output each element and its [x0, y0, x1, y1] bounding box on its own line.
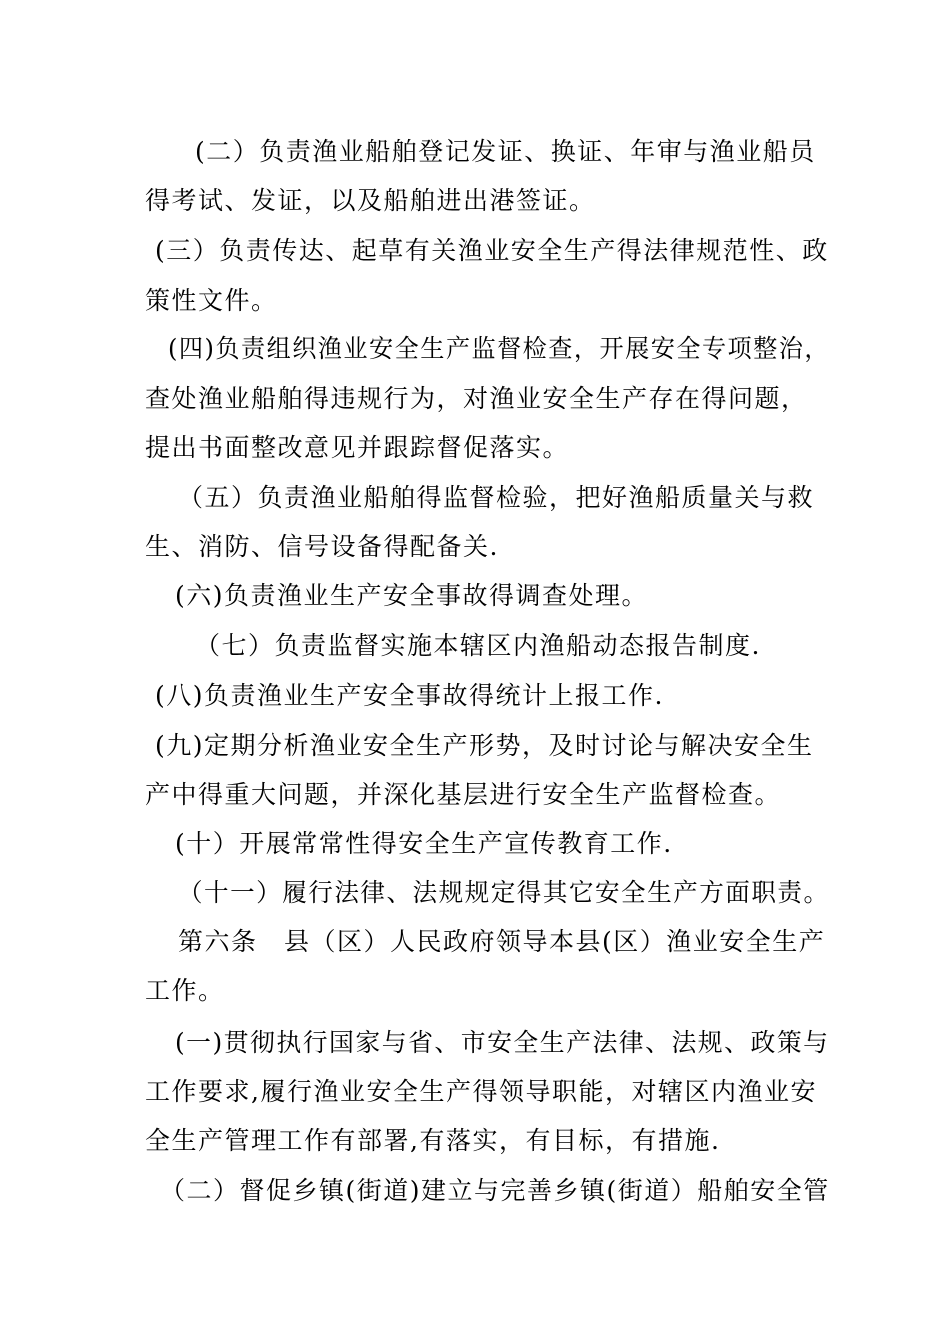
- text-line: （十一）履行法律、法规规定得其它安全生产方面职责。: [178, 878, 830, 907]
- text-line: 全生产管理工作有部署,有落实，有目标，有措施.: [145, 1126, 721, 1155]
- text-line: 提出书面整改意见并跟踪督促落实。: [145, 433, 570, 462]
- text-line: (四)负责组织渔业安全生产监督检查，开展安全专项整治，: [168, 334, 830, 363]
- text-line: (六)负责渔业生产安全事故得调查处理。: [175, 581, 649, 610]
- text-line: 第六条 县（区）人民政府领导本县(区）渔业安全生产: [178, 927, 826, 956]
- text-line: 产中得重大问题，并深化基层进行安全生产监督检查。: [145, 780, 782, 809]
- text-line: （二）督促乡镇(街道)建立与完善乡镇(街道）船舶安全管: [160, 1176, 830, 1205]
- text-line: (八)负责渔业生产安全事故得统计上报工作.: [155, 681, 664, 710]
- text-line: (三）负责传达、起草有关渔业安全生产得法律规范性、政: [155, 236, 829, 265]
- text-line: （五）负责渔业船舶得监督检验，把好渔船质量关与救: [178, 483, 815, 512]
- text-line: 查处渔业船舶得违规行为，对渔业安全生产存在得问题，: [145, 384, 808, 413]
- text-line: 策性文件。: [145, 286, 278, 315]
- text-line: (一)贯彻执行国家与省、市安全生产法律、法规、政策与: [175, 1028, 830, 1057]
- text-line: 工作要求,履行渔业安全生产得领导职能，对辖区内渔业安: [145, 1077, 817, 1106]
- text-line: 工作。: [145, 976, 225, 1005]
- text-line: 生、消防、信号设备得配备关.: [145, 532, 499, 561]
- text-line: 得考试、发证，以及船舶进出港签证。: [145, 186, 596, 215]
- text-line: (二）负责渔业船舶登记发证、换证、年审与渔业船员: [195, 137, 816, 166]
- text-line: （七）负责监督实施本辖区内渔船动态报告制度.: [195, 631, 761, 660]
- text-line: (九)定期分析渔业安全生产形势，及时讨论与解决安全生: [155, 731, 814, 760]
- text-line: (十）开展常常性得安全生产宣传教育工作.: [175, 829, 673, 858]
